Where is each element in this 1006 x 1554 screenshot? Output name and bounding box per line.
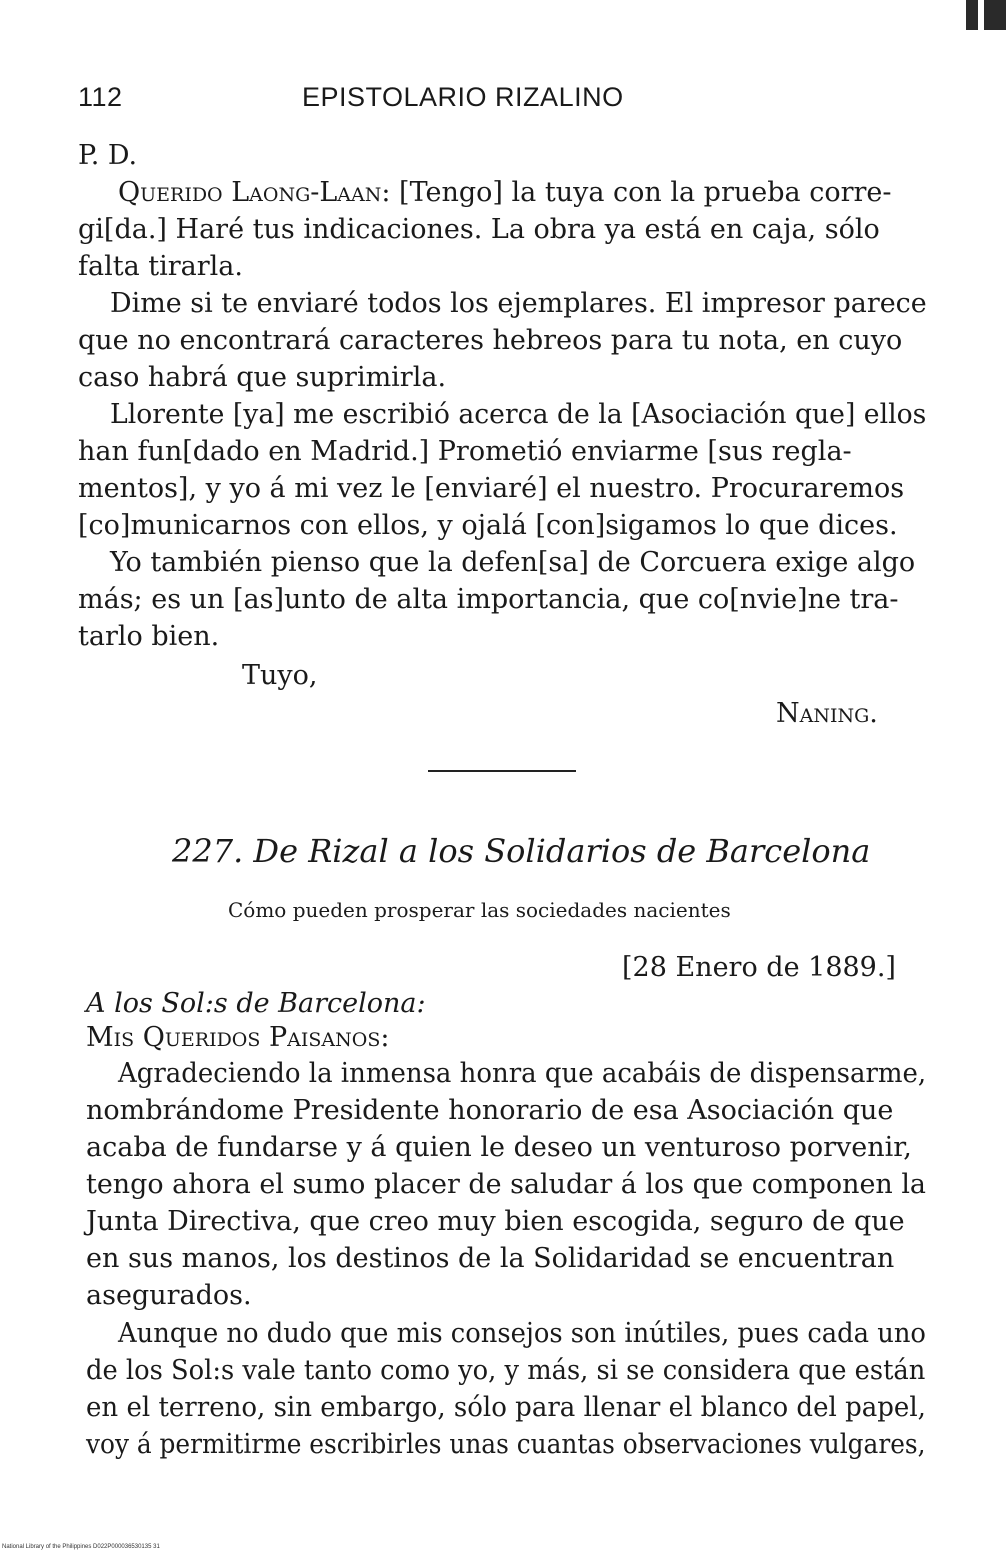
paragraph-line: tengo ahora el sumo placer de saludar á los que componen la: [86, 1169, 927, 1200]
paragraph-line: caso habrá que suprimirla.: [78, 362, 447, 393]
paragraph-line: acaba de fundarse y á quien le deseo un venturoso porvenir,: [86, 1132, 912, 1163]
paragraph-line: de los Sol:s vale tanto como yo, y más, si se considera que están: [86, 1355, 926, 1386]
paragraph-line: [co]municarnos con ellos, y ojalá [con]sigamos lo que dices.: [78, 510, 898, 541]
paragraph-line: [118, 175, 892, 211]
paragraph-line: Dime si te enviaré todos los ejemplares. El impresor parece: [110, 288, 927, 319]
paragraph-line: tarlo bien.: [78, 621, 220, 652]
running-header: [78, 82, 928, 122]
letter-date: [28 Enero de 1889.]: [622, 952, 896, 983]
paragraph-line: Agradeciendo la inmensa honra que acabáis de dispensarme,: [118, 1058, 927, 1089]
paragraph-line: gi[da.] Haré tus indicaciones. La obra ya está en caja, sólo: [78, 214, 880, 245]
line-text: : [Tengo] la tuya con la prueba corre-: [381, 177, 892, 208]
addressee: A los Sol:s de Barcelona:: [86, 988, 426, 1019]
section-divider: [428, 770, 576, 772]
paragraph-line: Yo también pienso que la defen[sa] de Corcuera exige algo: [110, 547, 916, 578]
paragraph-line: en sus manos, los destinos de la Solidaridad se encuentran: [86, 1243, 895, 1274]
salutation: Querido Laong-Laan: [118, 177, 382, 208]
paragraph-line: Aunque no dudo que mis consejos son inútiles, pues cada uno: [118, 1318, 926, 1349]
scan-corner-mark: [966, 0, 1006, 30]
scan-credit: National Library of the Philippines D022P000036530135 31: [2, 1544, 160, 1550]
paragraph-line: mentos], y yo á mi vez le [enviaré] el nuestro. Procuraremos: [78, 473, 905, 504]
paragraph-line: asegurados.: [86, 1280, 252, 1311]
signature: Naning.: [776, 698, 878, 729]
closing: Tuyo,: [242, 660, 318, 691]
postscript-label: P. D.: [78, 140, 138, 171]
running-title: EPISTOLARIO RIZALINO: [302, 82, 624, 112]
letter-heading: 227. De Rizal a los Solidarios de Barcelona: [172, 832, 871, 870]
paragraph-line: en el terreno, sin embargo, sólo para llenar el blanco del papel,: [86, 1392, 926, 1423]
salutation: Mis Queridos Paisanos:: [86, 1022, 390, 1053]
page-number: 112: [78, 82, 123, 112]
paragraph-line: voy á permitirme escribirles unas cuantas observaciones vulgares,: [86, 1429, 926, 1460]
paragraph-line: Llorente [ya] me escribió acerca de la [Asociación que] ellos: [110, 399, 927, 430]
paragraph-line: más; es un [as]unto de alta importancia, que co[nvie]ne tra-: [78, 584, 899, 615]
scan-corner-gap: [978, 0, 984, 30]
paragraph-line: que no encontrará caracteres hebreos para tu nota, en cuyo: [78, 325, 903, 356]
paragraph-line: han fun[dado en Madrid.] Prometió enviarme [sus regla-: [78, 436, 852, 467]
paragraph-line: nombrándome Presidente honorario de esa Asociación que: [86, 1095, 894, 1126]
letter-subheading: Cómo pueden prosperar las sociedades nacientes: [228, 898, 731, 922]
paragraph-line: falta tirarla.: [78, 251, 243, 282]
paragraph-line: Junta Directiva, que creo muy bien escogida, seguro de que: [86, 1206, 905, 1237]
